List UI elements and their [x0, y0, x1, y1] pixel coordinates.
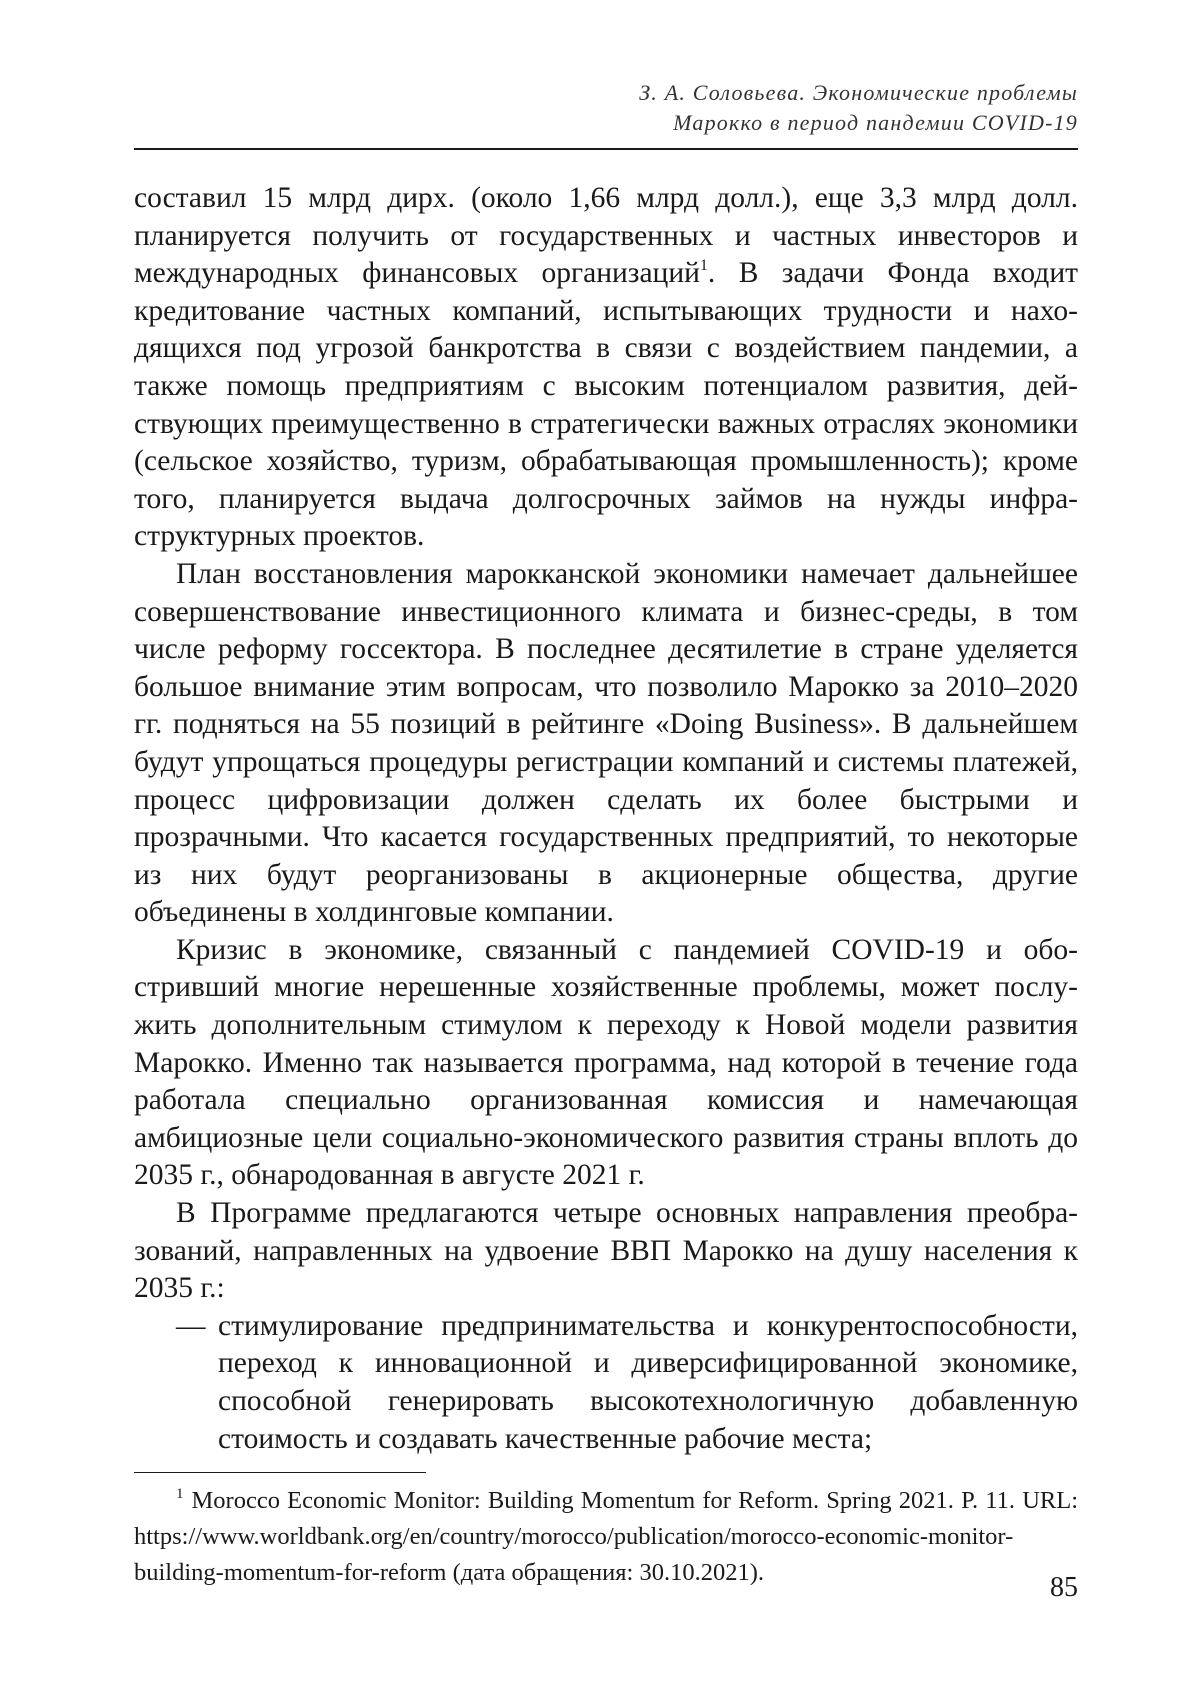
list-item-text: стимулирование предпринимательства и конкурентоспособ­ности, переход к инновационной и диверсифицированной эко­номике, способной генерировать высокотехнологичную добав­ленную стоимость и создавать качественные рабочие места;	[218, 1308, 1078, 1458]
footnote-reference[interactable]: 1	[700, 257, 708, 274]
paragraph-1	[134, 180, 1078, 556]
paragraph-1-text-b: . В задачи Фонда входит кредитование частных компаний, испытывающих трудности и нахо­дящихся под угрозой банкротства в связи с воздействием пандемии, а также помощь предприятиям с высоким потенциалом развития, дей­ствующих преимущественно в стратегически важных отраслях эконо­мики (сельское хозяйство, туризм, обрабатывающая промышленность); кроме того, планируется выдача долгосрочных займов на нужды инфра­структурных проектов.	[134, 257, 1078, 552]
header-line-author-title: З. А. Соловьева. Экономические проблемы	[134, 78, 1078, 108]
footnote-number: 1	[176, 1486, 184, 1502]
book-page	[134, 78, 1078, 1668]
page-number: 85	[1050, 1572, 1078, 1604]
footnote-rule	[134, 1472, 426, 1473]
paragraph-3: Кризис в экономике, связанный с пандемией COVID-19 и обо­стривший многие нерешенные хозяйственные проблемы, может послу­жить дополнительным стимулом к переходу к Новой модели развития Марокко. Именно так называется программа, над которой в течение года работала специально организованная комиссия и намечающая амбициозные цели социально-экономического развития страны вплоть до 2035 г., обнародованная в августе 2021 г.	[134, 932, 1078, 1195]
header-line-subtitle: Марокко в период пандемии COVID-19	[134, 108, 1078, 138]
paragraph-1-text-a: составил 15 млрд дирх. (около 1,66 млрд долл.), еще 3,3 млрд долл. планируется получить от государственных и частных инвесторов и международных финансовых организаций	[134, 182, 1078, 289]
header-rule	[134, 148, 1078, 150]
body-text	[134, 180, 1078, 1458]
list-item	[134, 1308, 1078, 1458]
paragraph-4: В Программе предлагаются четыре основных направления преобра­зований, направленных на удвоение ВВП Марокко на душу населения к 2035 г.:	[134, 1195, 1078, 1308]
list-dash: —	[176, 1308, 218, 1458]
footnote-text[interactable]: Morocco Economic Monitor: Building Momentum for Reform. Spring 2021. P. 11. URL: https://www.worldbank.org/en/country/morocco/publication/morocco-economic-monitor-building-momentum-for-reform (дата обращения: 30.10.2021).	[134, 1487, 1078, 1586]
footnote	[134, 1483, 1078, 1591]
running-header	[134, 78, 1078, 138]
paragraph-2: План восстановления марокканской экономики намечает даль­нейшее совершенствование инвестиционного климата и бизнес-среды, в том числе реформу госсектора. В последнее десятилетие в стране уде­ляется большое внимание этим вопросам, что позволило Марокко за 2010–2020 гг. подняться на 55 позиций в рейтинге «Doing Business». В дальнейшем будут упрощаться процедуры регистрации компаний и системы платежей, процесс цифровизации должен сделать их более быстрыми и прозрачными. Что касается государственных предприятий, то некоторые из них будут реорганизованы в акционерные общества, другие объединены в холдинговые компании.	[134, 556, 1078, 932]
